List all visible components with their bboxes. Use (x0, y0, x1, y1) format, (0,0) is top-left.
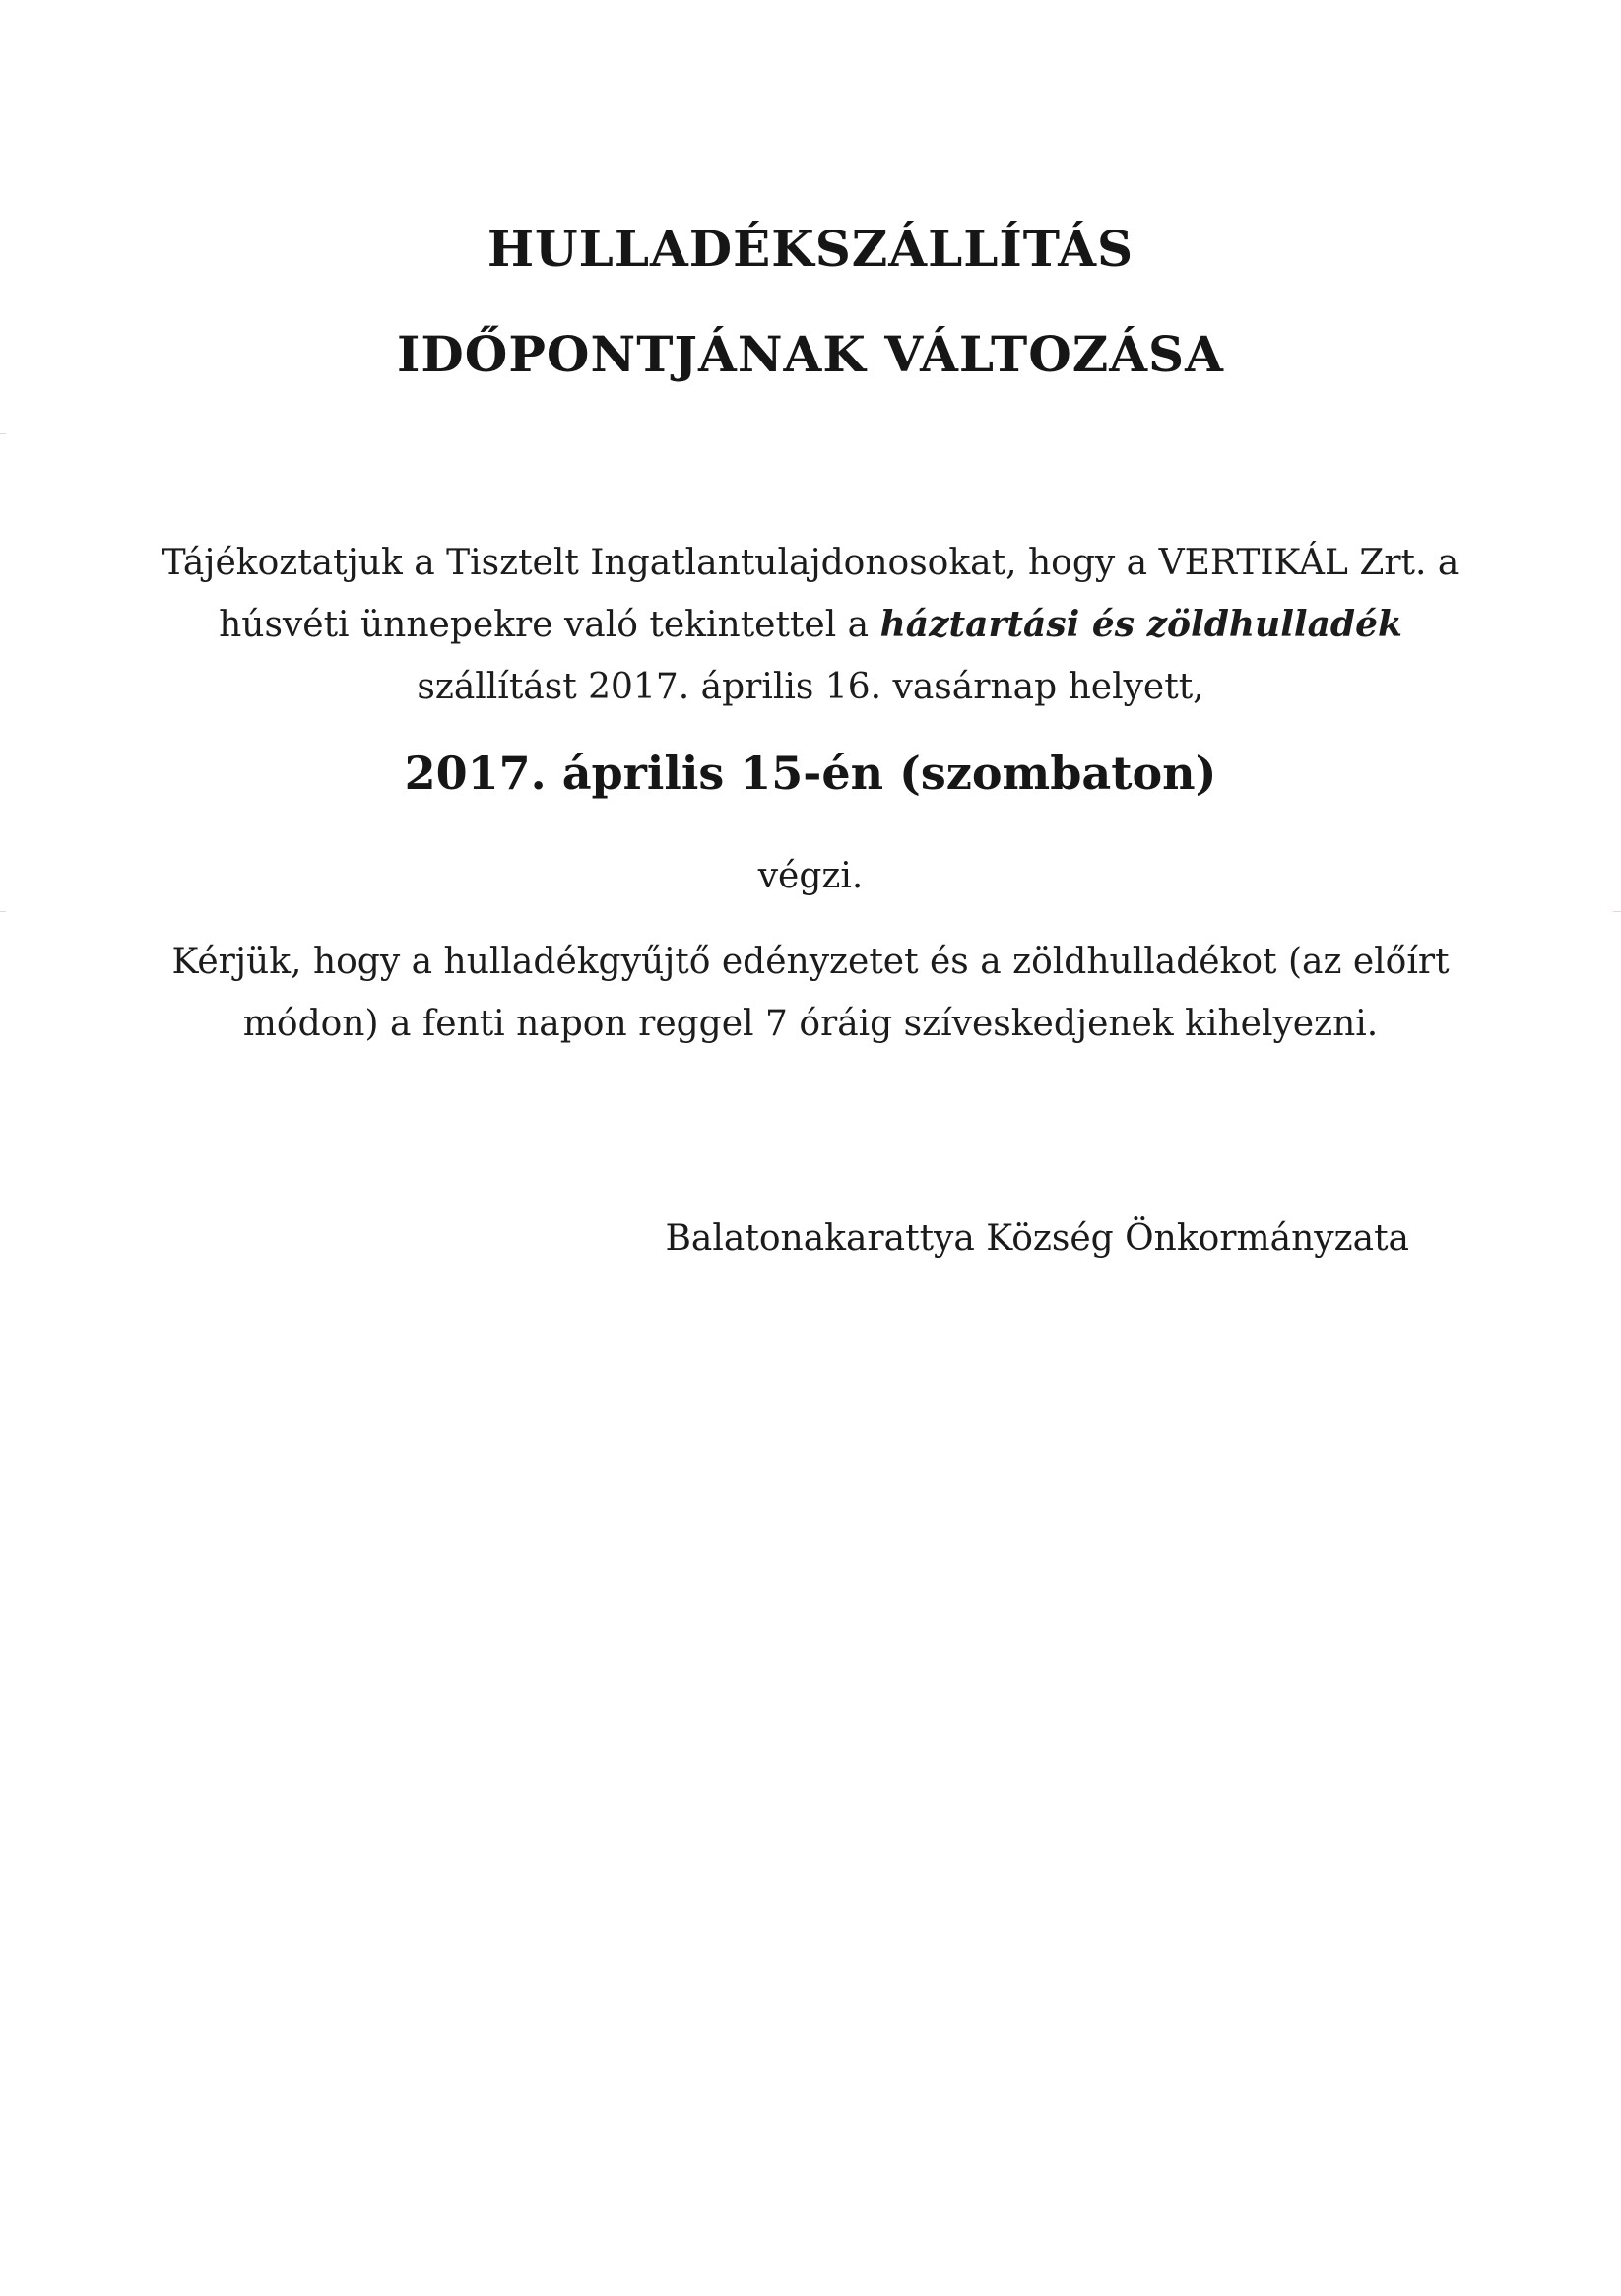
intro-text-start: Tájékoztatjuk a Tisztelt Ingatlantulajdonosokat, hogy a VERTIKÁL Zrt. a húsvéti ünnepekre való tekintettel a (162, 543, 1459, 645)
notice-title-line-1: HULLADÉKSZÁLLÍTÁS (486, 220, 1135, 278)
new-collection-date: 2017. április 15-én (szombaton) (404, 747, 1217, 800)
intro-paragraph (138, 532, 1483, 718)
scan-edge-mark (0, 911, 6, 912)
notice-title-line-2: IDŐPONTJÁNAK VÁLTOZÁSA (397, 325, 1224, 383)
request-paragraph: Kérjük, hogy a hulladékgyűjtő edényzetet és a zöldhulladékot (az előírt módon) a fenti napon reggel 7 óráig szíveskedjenek kihelyezni. (171, 942, 1450, 1044)
signature: Balatonakarattya Község Önkormányzata (665, 1218, 1409, 1259)
intro-text-end: szállítást 2017. április 16. vasárnap helyett, (417, 667, 1204, 707)
verb-line: végzi. (757, 856, 864, 896)
scan-edge-mark (0, 433, 6, 434)
waste-type-emphasis: háztartási és zöldhulladék (879, 604, 1402, 645)
scan-edge-mark (1613, 911, 1621, 912)
